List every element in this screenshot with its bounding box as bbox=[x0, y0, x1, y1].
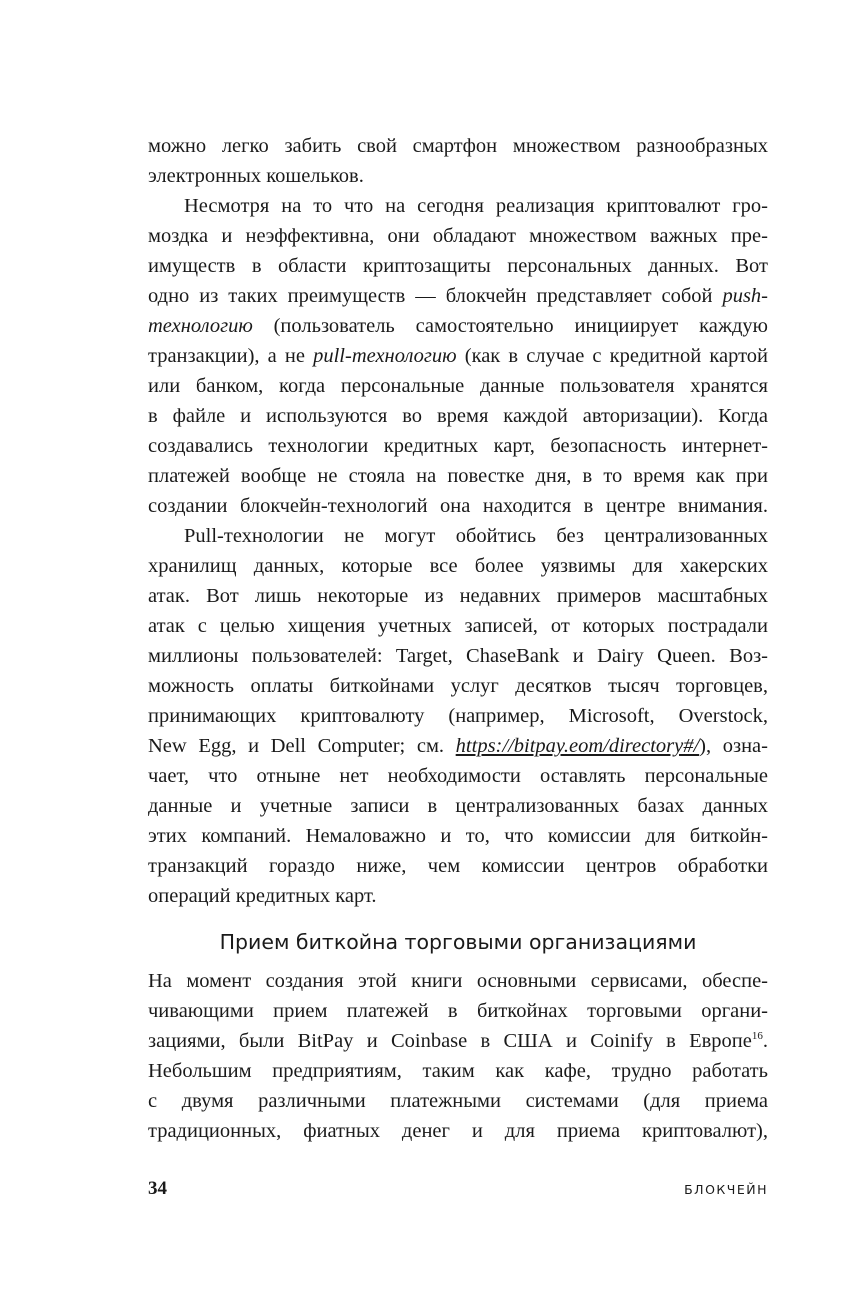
text-line: миллионы пользователей: Target, ChaseBank и Dairy Queen. Воз- bbox=[148, 645, 768, 667]
italic-term: push- bbox=[722, 285, 768, 307]
text-line: операций кредитных карт. bbox=[148, 885, 377, 907]
text-line: можно легко забить свой смартфон множеством разнообразных bbox=[148, 135, 768, 157]
text-span: New Egg, и Dell Computer; см. bbox=[148, 735, 456, 757]
text-span: (пользователь самостоятельно инициирует каждую bbox=[252, 315, 768, 337]
section-heading: Прием биткойна торговыми организациями bbox=[219, 930, 697, 954]
running-footer-title: БЛОКЧЕЙН bbox=[684, 1182, 768, 1197]
text-line: принимающих криптовалюту (например, Microsoft, Overstock, bbox=[148, 705, 768, 727]
text-line: транзакций гораздо ниже, чем комиссии центров обработки bbox=[148, 855, 768, 877]
body-text-bottom bbox=[148, 966, 768, 1146]
italic-term: pull-технологию bbox=[313, 345, 457, 367]
text-line: или банком, когда персональные данные пользователя хранятся bbox=[148, 375, 768, 397]
text-line bbox=[148, 311, 768, 341]
paragraph-pull-technologies bbox=[148, 521, 768, 911]
text-line: имуществ в области криптозащиты персональных данных. Вот bbox=[148, 255, 768, 277]
text-line: в файле и используются во время каждой авторизации). Когда bbox=[148, 405, 768, 427]
page-number: 34 bbox=[148, 1178, 167, 1199]
text-line: моздка и неэффективна, они обладают множеством важных пре- bbox=[148, 225, 768, 247]
italic-term: технологию bbox=[148, 315, 253, 337]
text-line: чивающими прием платежей в биткойнах торговыми органи- bbox=[148, 1000, 768, 1022]
bitpay-directory-link[interactable]: https://bitpay.eom/directory#/ bbox=[455, 735, 700, 757]
text-line bbox=[148, 281, 768, 311]
text-span: зациями, были BitPay и Coinbase в США и Coinify в Европе bbox=[148, 1030, 752, 1052]
text-line: Небольшим предприятиям, таким как кафе, трудно работать bbox=[148, 1060, 768, 1082]
text-line: хранилищ данных, которые все более уязвимы для хакерских bbox=[148, 555, 768, 577]
footnote-marker[interactable]: 16 bbox=[751, 1030, 763, 1042]
text-span: ), озна- bbox=[699, 735, 768, 757]
text-span: транзакции), а не bbox=[148, 345, 314, 367]
text-line: атак. Вот лишь некоторые из недавних примеров масштабных bbox=[148, 585, 768, 607]
text-line: На момент создания этой книги основными сервисами, обеспе- bbox=[148, 970, 768, 992]
text-line bbox=[148, 731, 768, 761]
text-line: данные и учетные записи в централизованных базах данных bbox=[148, 795, 768, 817]
text-line: создавались технологии кредитных карт, безопасность интернет- bbox=[148, 435, 768, 457]
text-span: (как в случае с кредитной картой bbox=[456, 345, 768, 367]
body-text-top bbox=[148, 131, 768, 911]
text-span: одно из таких преимуществ — блокчейн представляет собой bbox=[148, 285, 723, 307]
text-line bbox=[148, 1026, 768, 1056]
paragraph-crypto-advantages bbox=[148, 191, 768, 521]
paragraph-merchant-services bbox=[148, 966, 768, 1146]
text-line bbox=[148, 341, 768, 371]
text-line: Pull-технологии не могут обойтись без централизованных bbox=[184, 525, 768, 547]
text-line: создании блокчейн-технологий она находится в центре внимания. bbox=[148, 495, 768, 517]
text-line: этих компаний. Немаловажно и то, что комиссии для биткойн- bbox=[148, 825, 768, 847]
text-line: традиционных, фиатных денег и для приема криптовалют), bbox=[148, 1120, 768, 1142]
text-line: атак с целью хищения учетных записей, от которых пострадали bbox=[148, 615, 768, 637]
text-line: электронных кошельков. bbox=[148, 165, 364, 187]
paragraph-continuation bbox=[148, 131, 768, 191]
text-span: . bbox=[762, 1030, 768, 1052]
text-line: с двумя различными платежными системами (для приема bbox=[148, 1090, 768, 1112]
text-line: чает, что отныне нет необходимости оставлять персональные bbox=[148, 765, 768, 787]
text-line: можность оплаты биткойнами услуг десятков тысяч торговцев, bbox=[148, 675, 768, 697]
text-line: Несмотря на то что на сегодня реализация криптовалют гро- bbox=[184, 195, 768, 217]
text-line: платежей вообще не стояла на повестке дня, в то время как при bbox=[148, 465, 768, 487]
